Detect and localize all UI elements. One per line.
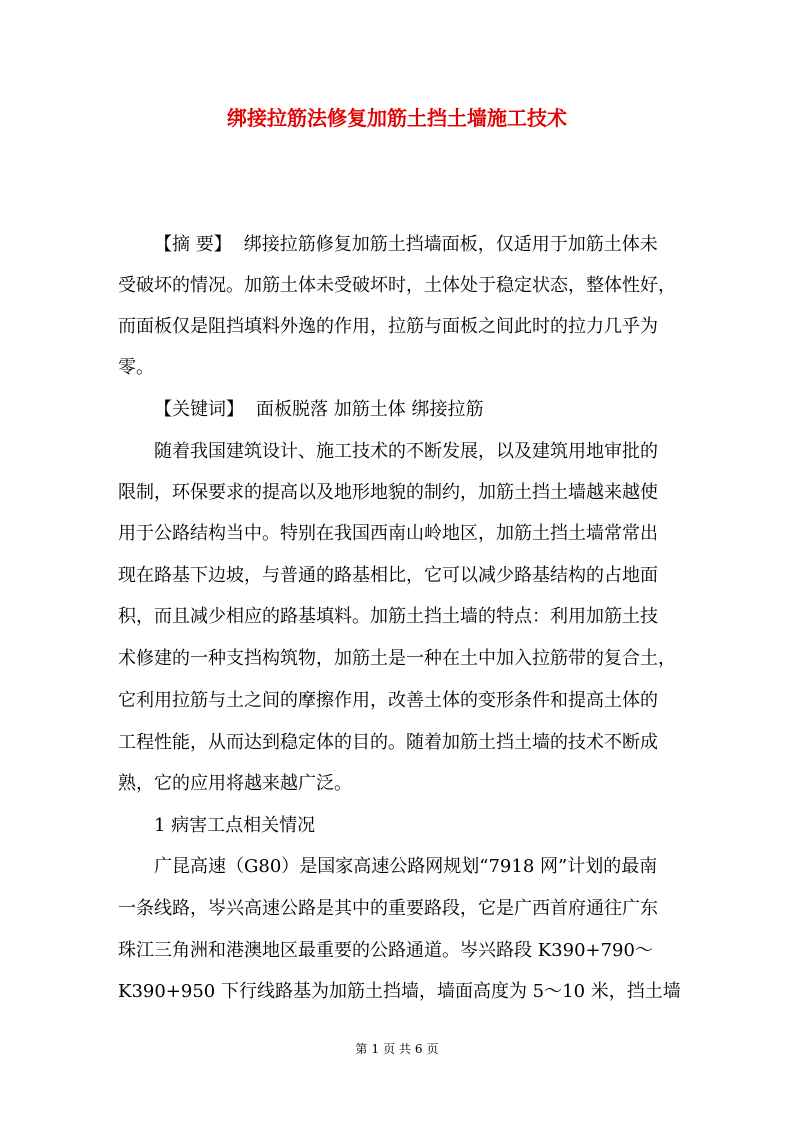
keywords-line xyxy=(154,398,483,422)
intro-line: 用于公路结构当中。特别在我国西南山岭地区，加筋土挡土墙常常出 xyxy=(118,523,658,544)
abstract-label: 【摘 要】 xyxy=(154,234,232,255)
intro-line: 它利用拉筋与土之间的摩擦作用，改善土体的变形条件和提高土体的 xyxy=(118,690,658,711)
keywords-label: 【关键词】 xyxy=(154,399,244,420)
intro-line: 限制，环保要求的提高以及地形地貌的制约，加筋土挡土墙越来越使 xyxy=(118,482,658,503)
section-line: 一条线路，岑兴高速公路是其中的重要路段，它是广西首府通往广东 xyxy=(118,898,658,919)
current-page-number: 1 xyxy=(371,1042,380,1056)
total-page-number: 6 xyxy=(414,1042,423,1056)
abstract-line: 零。 xyxy=(118,357,154,378)
page-footer: 第 1 页 共 6 页 xyxy=(355,1042,439,1056)
document-title: 绑接拉筋法修复加筋土挡土墙施工技术 xyxy=(227,106,567,130)
section-heading: 1 病害工点相关情况 xyxy=(154,815,316,836)
abstract-text: 绑接拉筋修复加筋土挡墙面板，仅适用于加筋土体未 xyxy=(243,234,658,255)
keywords-text: 面板脱落 加筋土体 绑接拉筋 xyxy=(256,399,484,420)
intro-line: 工程性能，从而达到稳定体的目的。随着加筋土挡土墙的技术不断成 xyxy=(118,732,658,753)
section-line: 珠江三角洲和港澳地区最重要的公路通道。岑兴路段 K390+790～ xyxy=(118,940,653,961)
abstract-line: 而面板仅是阻挡填料外逸的作用，拉筋与面板之间此时的拉力几乎为 xyxy=(118,316,658,337)
intro-line: 随着我国建筑设计、施工技术的不断发展，以及建筑用地审批的 xyxy=(154,441,658,462)
abstract-line xyxy=(154,233,658,257)
intro-line: 熟，它的应用将越来越广泛。 xyxy=(118,773,352,794)
section-line: K390+950 下行线路基为加筋土挡墙，墙面高度为 5～10 米，挡土墙 xyxy=(118,981,681,1002)
abstract-line: 受破坏的情况。加筋土体未受破坏时，土体处于稳定状态，整体性好， xyxy=(118,275,676,296)
intro-line: 积，而且减少相应的路基填料。加筋土挡土墙的特点：利用加筋土技 xyxy=(118,606,658,627)
intro-line: 术修建的一种支挡构筑物，加筋土是一种在土中加入拉筋带的复合土， xyxy=(118,648,676,669)
section-line: 广昆高速（G80）是国家高速公路网规划“7918 网”计划的最南 xyxy=(154,856,658,877)
intro-line: 现在路基下边坡，与普通的路基相比，它可以减少路基结构的占地面 xyxy=(118,565,658,586)
